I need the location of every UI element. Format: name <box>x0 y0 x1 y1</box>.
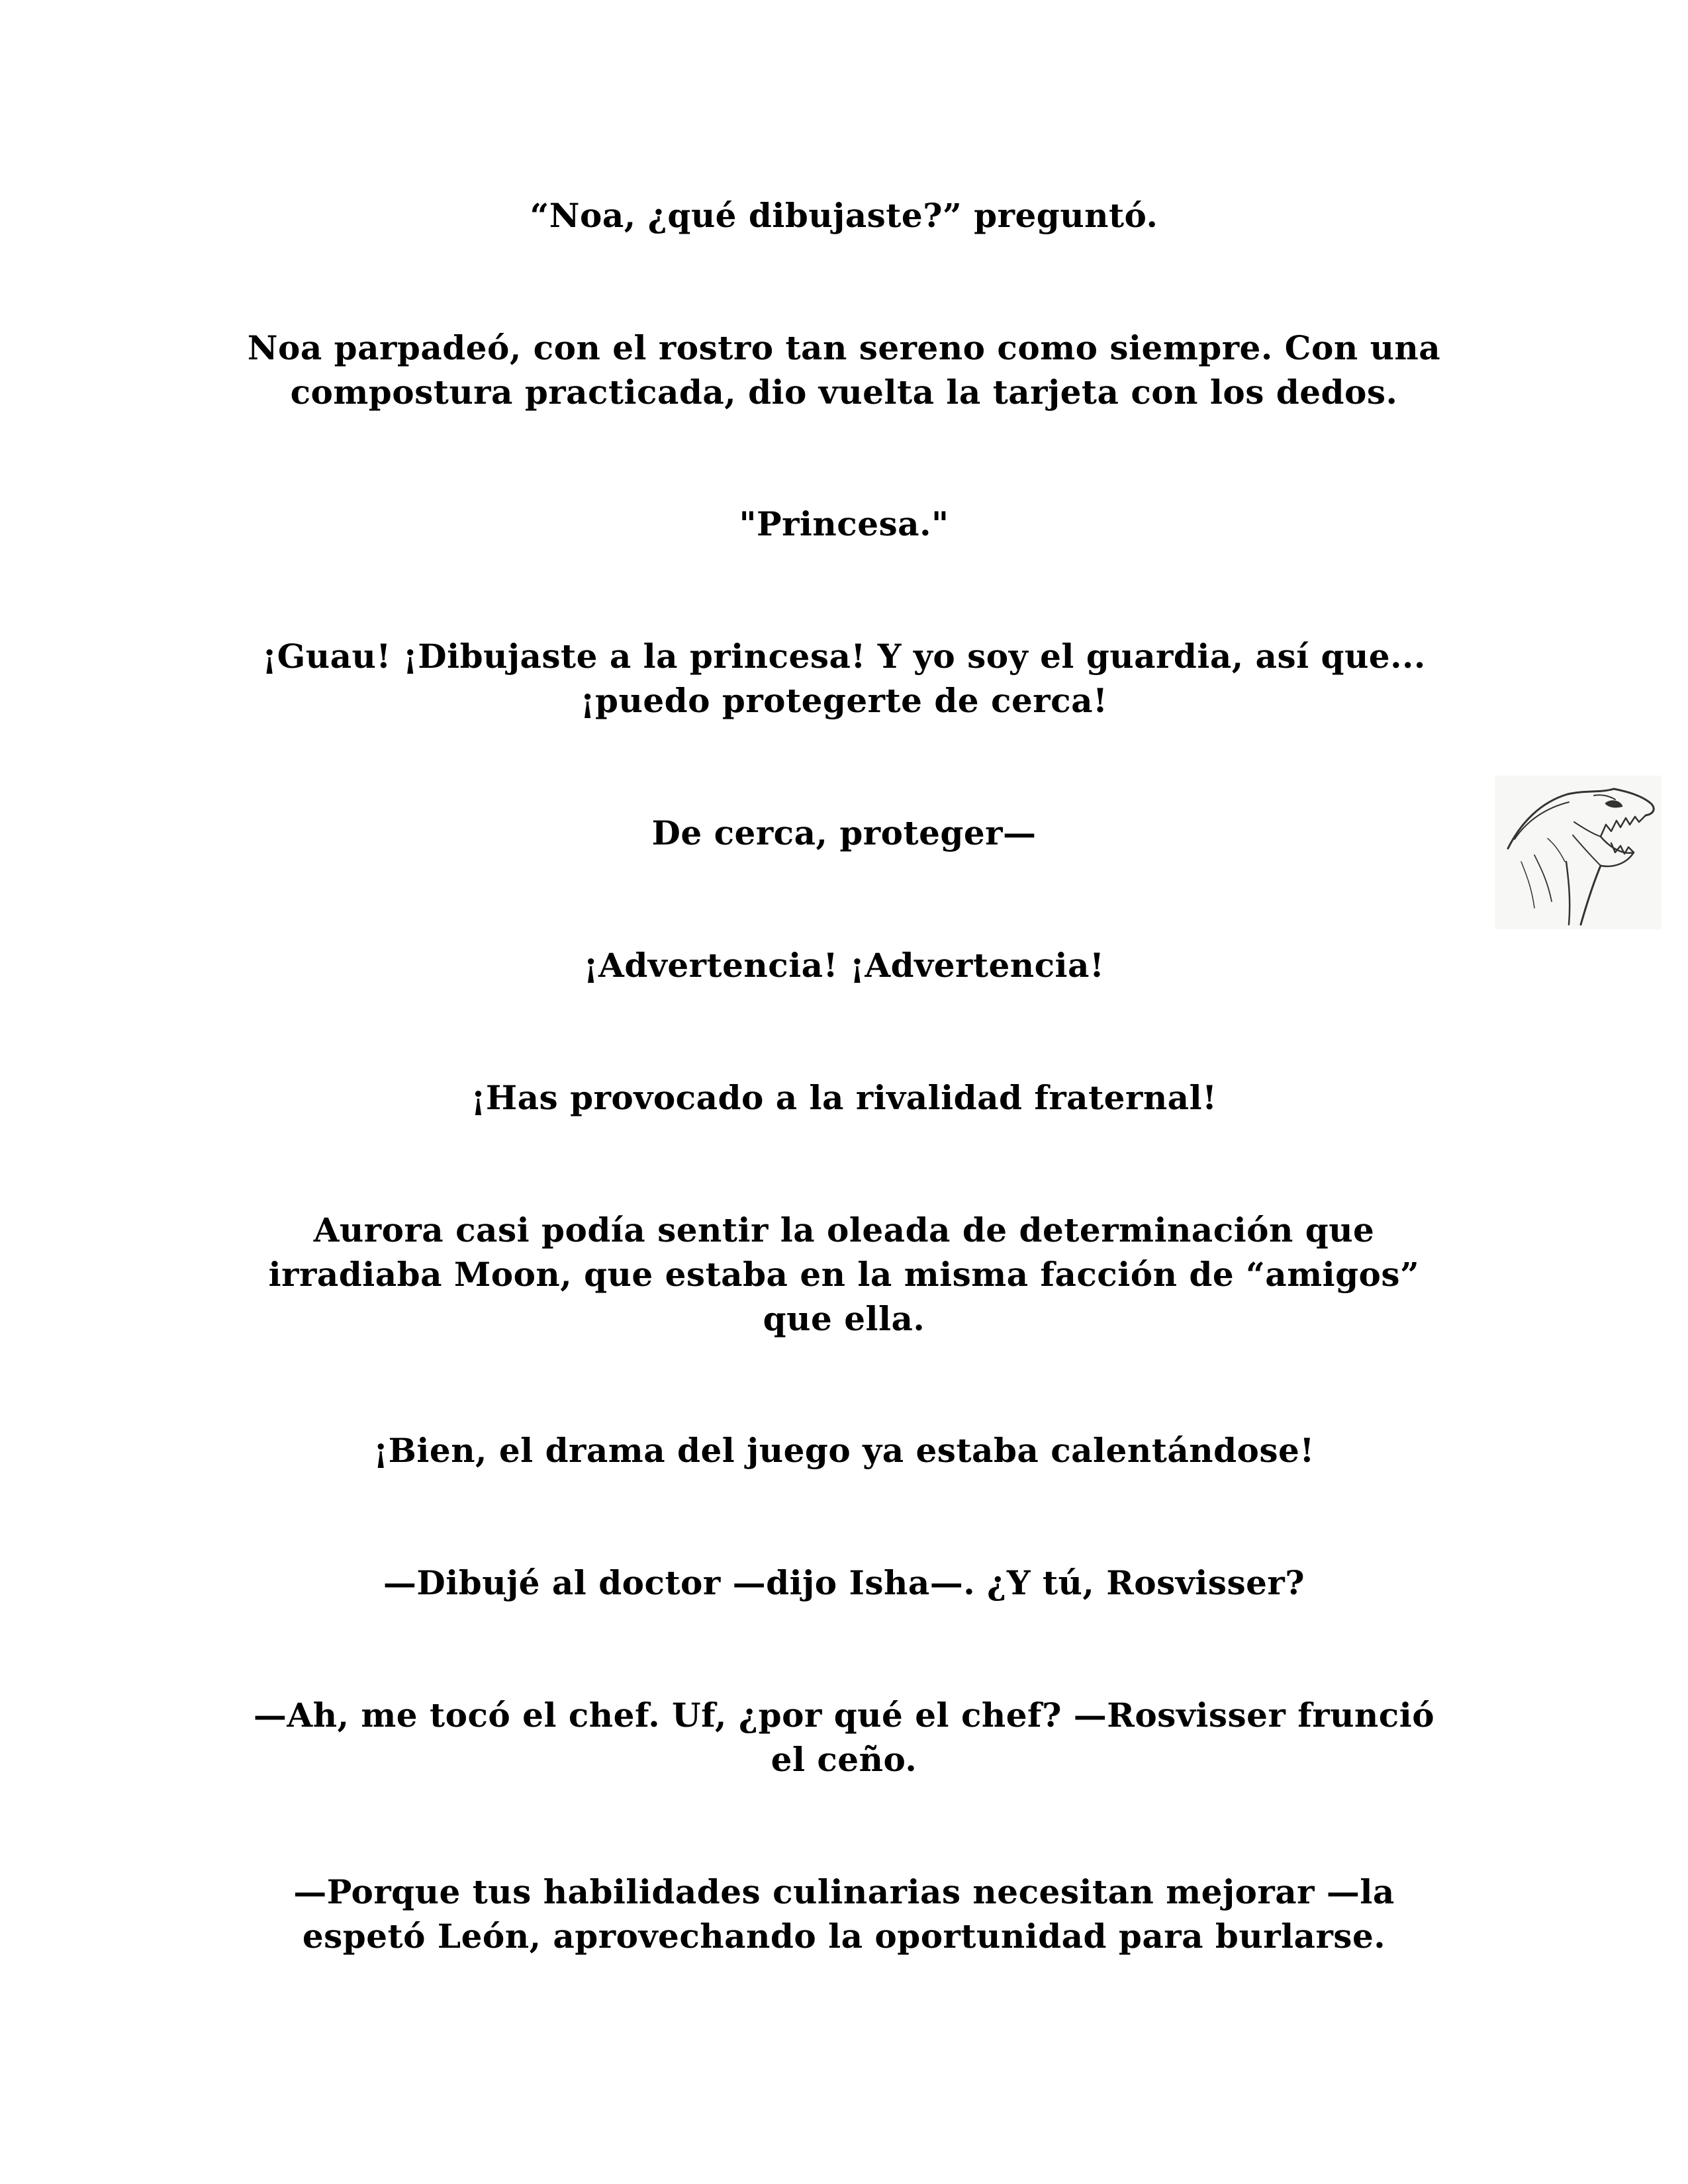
paragraph-line: ¡Guau! ¡Dibujaste a la princesa! Y yo soy el guardia, así que... <box>262 637 1426 676</box>
paragraph-advertencia <box>199 943 1489 987</box>
paragraph-line: que ella. <box>763 1299 925 1338</box>
paragraph-princesa <box>199 502 1489 546</box>
paragraph-line: ¡Bien, el drama del juego ya estaba calentándose! <box>373 1431 1315 1470</box>
dinosaur-sketch-icon <box>1495 776 1662 929</box>
paragraph-line: —Ah, me tocó el chef. Uf, ¿por qué el chef? —Rosvisser frunció <box>253 1696 1435 1735</box>
paragraph-line: Aurora casi podía sentir la oleada de determinación que <box>313 1210 1375 1250</box>
paragraph-line: ¡puedo protegerte de cerca! <box>580 681 1108 720</box>
paragraph-doctor <box>199 1561 1489 1605</box>
paragraph-noa-question <box>199 193 1489 238</box>
paragraph-noa-blinks <box>199 326 1489 414</box>
paragraph-line: De cerca, proteger— <box>651 813 1037 852</box>
paragraph-leon <box>199 1870 1489 1958</box>
paragraph-aurora <box>199 1208 1489 1341</box>
paragraph-line: compostura practicada, dio vuelta la tarjeta con los dedos. <box>290 373 1398 412</box>
paragraph-guau <box>199 634 1489 723</box>
paragraph-rivalidad <box>199 1075 1489 1120</box>
paragraph-line: ¡Advertencia! ¡Advertencia! <box>583 946 1105 985</box>
paragraph-line: Noa parpadeó, con el rostro tan sereno como siempre. Con una <box>247 328 1441 367</box>
paragraph-line: irradiaba Moon, que estaba en la misma facción de “amigos” <box>268 1255 1420 1294</box>
paragraph-line: "Princesa." <box>739 504 949 543</box>
paragraph-de-cerca <box>199 811 1489 855</box>
paragraph-chef <box>199 1693 1489 1782</box>
paragraph-line: “Noa, ¿qué dibujaste?” preguntó. <box>530 196 1158 235</box>
paragraph-drama <box>199 1428 1489 1473</box>
paragraph-line: ¡Has provocado a la rivalidad fraternal! <box>471 1078 1217 1117</box>
paragraph-line: —Dibujé al doctor —dijo Isha—. ¿Y tú, Rosvisser? <box>383 1563 1305 1602</box>
paragraph-line: —Porque tus habilidades culinarias necesitan mejorar —la <box>293 1872 1395 1911</box>
paragraph-line: espetó León, aprovechando la oportunidad para burlarse. <box>302 1917 1386 1956</box>
paragraph-line: el ceño. <box>771 1740 917 1779</box>
